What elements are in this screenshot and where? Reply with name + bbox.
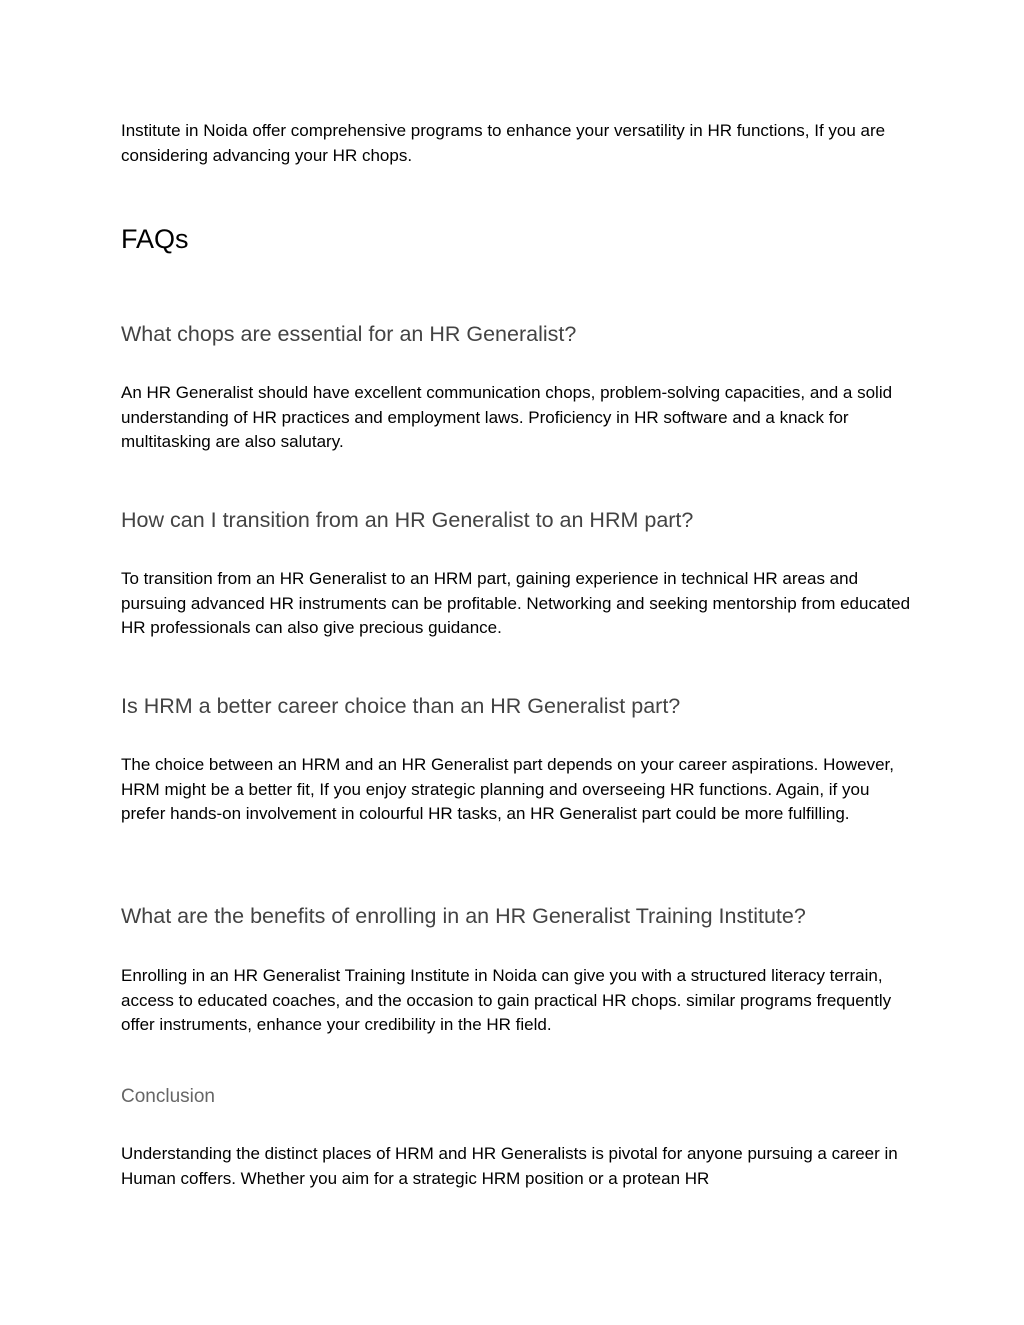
faq-answer-3: The choice between an HRM and an HR Generalist part depends on your career aspirations. However, HRM might be a better fit, If you enjoy strategic planning and overseeing HR functions. Again, if you prefer hands-on involvement in colourful HR tasks, an HR Generalist part could be more fulfilling. [121,755,894,823]
faq-answer-1: An HR Generalist should have excellent communication chops, problem-solving capacities, and a solid understanding of HR practices and employment laws. Proficiency in HR software and a knack for multitasking are also salutary. [121,383,893,451]
faq-question-2: How can I transition from an HR Generalist to an HRM part? [121,508,694,532]
conclusion-heading: Conclusion [121,1086,215,1107]
conclusion-paragraph: Understanding the distinct places of HRM and HR Generalists is pivotal for anyone pursuing a career in Human coffers. Whether you aim for a strategic HRM position or a protean HR [121,1144,898,1188]
faq-question-3: Is HRM a better career choice than an HR Generalist part? [121,694,681,718]
faq-answer-4: Enrolling in an HR Generalist Training Institute in Noida can give you with a structured literacy terrain, access to educated coaches, and the occasion to gain practical HR chops. similar programs frequently offer instruments, enhance your credibility in the HR field. [121,966,892,1034]
faqs-heading: FAQs [121,224,189,254]
faq-question-1: What chops are essential for an HR Generalist? [121,322,577,346]
intro-paragraph: Institute in Noida offer comprehensive programs to enhance your versatility in HR functions, If you are considering advancing your HR chops. [121,121,886,165]
faq-answer-2: To transition from an HR Generalist to an HRM part, gaining experience in technical HR areas and pursuing advanced HR instruments can be profitable. Networking and seeking mentorship from educated HR professionals can also give precious guidance. [121,569,911,637]
faq-question-4: What are the benefits of enrolling in an HR Generalist Training Institute? [121,904,806,928]
